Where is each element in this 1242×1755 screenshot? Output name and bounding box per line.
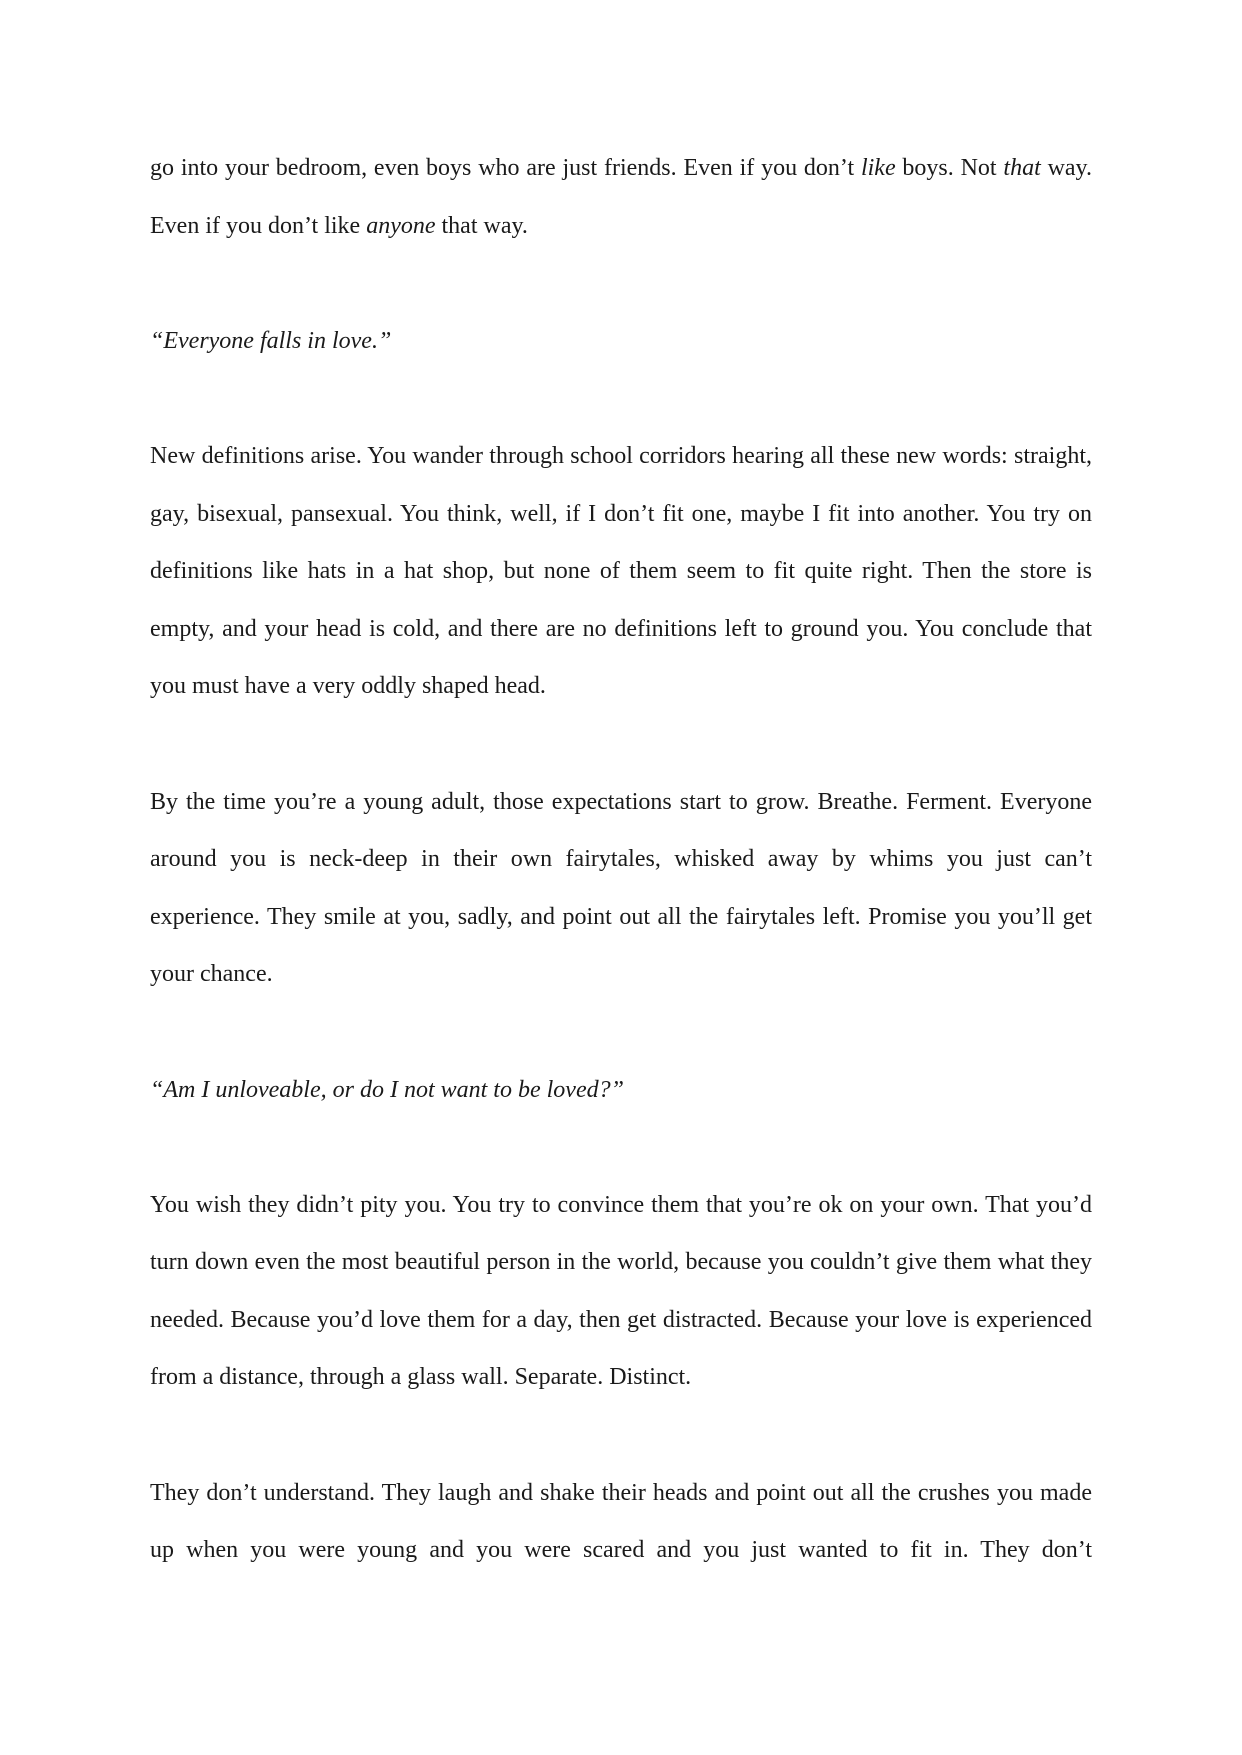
emphasis-anyone: anyone (366, 212, 436, 239)
paragraph-3: By the time you’re a young adult, those expectations start to grow. Breathe. Ferment. Everyone around you is neck-deep in their own fairytales, whisked away by whims you just can’t experience. They smile at you, sadly, and point out all the fairytales left. Promise you you’ll get your chance. (150, 788, 1092, 988)
paragraph-4: You wish they didn’t pity you. You try to convince them that you’re ok on your own. That you’d turn down even the most beautiful person in the world, because you couldn’t give them what they needed. Because you’d love them for a day, then get distracted. Because your love is experienced from a distance, through a glass wall. Separate. Distinct. (150, 1191, 1092, 1391)
paragraph-1-text-c: boys. Not (895, 155, 1004, 181)
paragraph-1-text-e: way. Even if you don’t like (150, 155, 1092, 239)
paragraph-1 (150, 140, 1092, 255)
quote-am-i-unloveable: “Am I unloveable, or do I not want to be loved?” (150, 1076, 624, 1103)
emphasis-like: like (860, 155, 896, 181)
emphasis-that: that (1003, 155, 1041, 181)
paragraph-1-text-g: that way. (435, 212, 528, 239)
body-text (150, 140, 1092, 1637)
paragraph-5: They don’t understand. They laugh and shake their heads and point out all the crushes you made up when you were young and you were scared and you just wanted to fit in. They don’t (150, 1479, 1092, 1564)
paragraph-1-text-a: go into your bedroom, even boys who are just friends. Even if you don’t (150, 155, 861, 181)
paragraph-2: New definitions arise. You wander through school corridors hearing all these new words: straight, gay, bisexual, pansexual. You think, well, if I don’t fit one, maybe I fit into another. You try on definitions like hats in a hat shop, but none of them seem to fit quite right. Then the store is empty, and your head is cold, and there are no definitions left to ground you. You conclude that you must have a very oddly shaped head. (150, 442, 1092, 700)
quote-everyone-falls-in-love: “Everyone falls in love.” (150, 327, 392, 354)
